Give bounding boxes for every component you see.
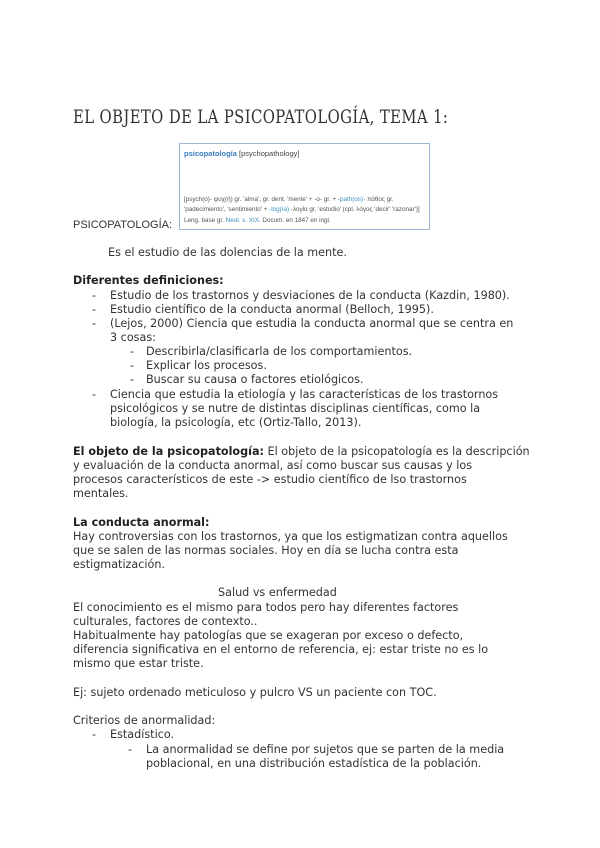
example-line: Ej: sujeto ordenado meticuloso y pulcro VS un paciente con TOC. <box>73 686 437 699</box>
definition-item: (Lejos, 2000) Ciencia que estudia la conducta anormal que se centra en <box>110 317 514 330</box>
criterios-heading: Criterios de anormalidad: <box>73 714 216 727</box>
objeto-paragraph-line: El objeto de la psicopatología: El objeto de la psicopatología es la descripción <box>73 445 530 458</box>
sub-item: Explicar los procesos. <box>146 359 267 372</box>
objeto-paragraph-line: procesos característicos de este -> estudio científico de lso trastornos <box>73 473 467 486</box>
sub-item: Buscar su causa o factores etiológicos. <box>146 373 364 386</box>
objeto-heading: El objeto de la psicopatología: <box>73 445 264 458</box>
bullet-dash: - <box>92 303 97 316</box>
salud-paragraph-line: El conocimiento es el mismo para todos pero hay diferentes factores <box>73 601 459 614</box>
criterio-item: Estadístico. <box>110 728 175 741</box>
definition-item: Estudio científico de la conducta anormal (Belloch, 1995). <box>110 303 434 316</box>
salud-paragraph-line: culturales, factores de contexto.. <box>73 615 258 628</box>
dictionary-term: psicopatología <box>184 149 237 158</box>
objeto-paragraph-line: y evaluación de la conducta anormal, así como buscar sus causas y los <box>73 459 473 472</box>
page-title: EL OBJETO DE LA PSICOPATOLOGÍA, TEMA 1: <box>73 106 449 128</box>
conducta-paragraph-line: estigmatización. <box>73 558 166 571</box>
sub-bullet-dash: - <box>130 359 135 372</box>
definition-item-continued: psicológicos y se nutre de distintas disciplinas científicas, como la <box>110 402 481 415</box>
dictionary-english: [psychopathology] <box>239 149 300 158</box>
definitions-heading: Diferentes definiciones: <box>73 274 224 287</box>
conducta-paragraph-line: Hay controversias con los trastornos, ya que los estigmatizan contra aquellos <box>73 530 508 543</box>
dictionary-origin-line: Leng. base gr. Neol. s. XIX. Docum. en 1847 en ingl. <box>184 217 331 224</box>
definition-item: Estudio de los trastornos y desviaciones de la conducta (Kazdin, 1980). <box>110 289 510 302</box>
definition-item-continued: biología, la psicología, etc (Ortiz-Tallo, 2013). <box>110 416 362 429</box>
sub-bullet-dash: - <box>130 373 135 386</box>
salud-paragraph-line: Habitualmente hay patologías que se exageran por exceso o defecto, <box>73 629 464 642</box>
criterio-sub-item: La anormalidad se define por sujetos que se parten de la media <box>146 743 505 756</box>
definition-item: Ciencia que estudia la etiología y las características de los trastornos <box>110 388 499 401</box>
sub-bullet-dash: - <box>128 743 133 756</box>
dictionary-entry-image <box>179 143 430 230</box>
bullet-dash: - <box>92 388 97 401</box>
dictionary-etymology-line-2: 'padecimiento', 'sentimiento' + -log(ía) -λογία gr. 'estudio' (cpl. λόγος 'decir' 'razonar')] <box>184 206 420 213</box>
salud-paragraph-line: diferencia significativa en el entorno de referencia, ej: estar triste no es lo <box>73 643 489 656</box>
salud-paragraph-line: mismo que estar triste. <box>73 657 204 670</box>
main-definition: Es el estudio de las dolencias de la mente. <box>108 246 347 259</box>
bullet-dash: - <box>92 289 97 302</box>
definition-item-continued: 3 cosas: <box>110 331 156 344</box>
conducta-heading: La conducta anormal: <box>73 516 210 529</box>
dictionary-headword <box>184 149 299 158</box>
objeto-paragraph-line: mentales. <box>73 487 129 500</box>
sub-item: Describirla/clasificarla de los comportamientos. <box>146 345 413 358</box>
term-label: PSICOPATOLOGÍA: <box>73 219 173 231</box>
criterio-sub-item-continued: poblacional, en una distribución estadística de la población. <box>146 757 482 770</box>
salud-heading: Salud vs enfermedad <box>218 586 337 599</box>
bullet-dash: - <box>92 728 97 741</box>
conducta-paragraph-line: que se salen de las normas sociales. Hoy en día se lucha contra esta <box>73 544 459 557</box>
sub-bullet-dash: - <box>130 345 135 358</box>
bullet-dash: - <box>92 317 97 330</box>
dictionary-etymology-line-1: [psych(o)- ψυχ(ή) gr. 'alma', gr. dent. 'mente' + -o- gr. + -path(os)- πάθος gr. <box>184 196 394 203</box>
